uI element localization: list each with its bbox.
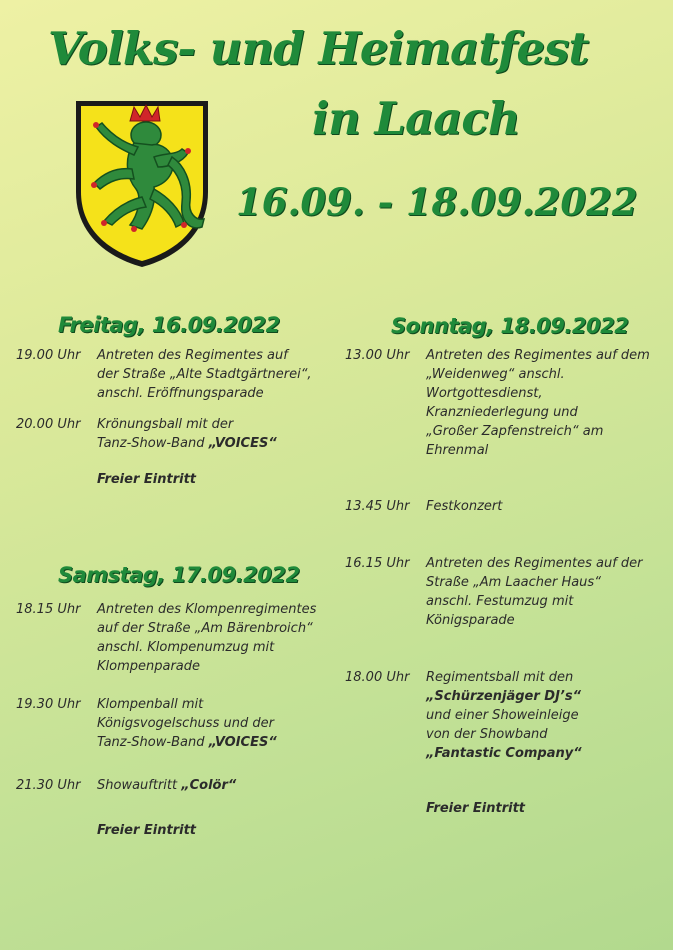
entry-time: 19.30 Uhr (16, 697, 81, 712)
entry-description: Krönungsball mit der Tanz-Show-Band „VOICES“ (97, 417, 277, 451)
entry-description: Antreten des Klompenregimentes auf der Straße „Am Bärenbroich“ anschl. Klompenumzug mit Klompenparade (97, 602, 317, 674)
entry-description: Antreten des Regimentes auf dem „Weidenweg“ anschl. Wortgottesdienst, Kranzniederlegung und „Großer Zapfenstreich“ am Ehrenmal (426, 348, 650, 458)
entry-time: 19.00 Uhr (16, 348, 81, 363)
free-entry-note-saturday: Freier Eintritt (97, 823, 196, 838)
entry-description: Regimentsball mit den „Schürzenjäger DJ’s“ und einer Showeinleige von der Showband „Fantastic Company“ (426, 670, 582, 761)
event-date-range: 16.09. - 18.09.2022 (236, 180, 638, 224)
entry-description: Klompenball mit Königsvogelschuss und der Tanz-Show-Band „VOICES“ (97, 697, 277, 750)
event-title-line1: Volks- und Heimatfest (48, 22, 589, 75)
coat-of-arms-icon (72, 97, 212, 270)
entry-time: 21.30 Uhr (16, 778, 81, 793)
entry-time: 18.15 Uhr (16, 602, 81, 617)
day-heading-sunday: Sonntag, 18.09.2022 (391, 314, 629, 338)
free-entry-note-friday: Freier Eintritt (97, 472, 196, 487)
entry-time: 20.00 Uhr (16, 417, 81, 432)
day-heading-friday: Freitag, 16.09.2022 (58, 313, 280, 337)
day-heading-saturday: Samstag, 17.09.2022 (58, 563, 300, 587)
entry-time: 16.15 Uhr (345, 556, 410, 571)
entry-description: Festkonzert (426, 499, 503, 514)
entry-description: Showauftritt „Colör“ (97, 778, 237, 793)
entry-time: 13.45 Uhr (345, 499, 410, 514)
entry-description: Antreten des Regimentes auf der Straße „Alte Stadtgärtnerei“, anschl. Eröffnungsparade (97, 348, 312, 401)
entry-time: 13.00 Uhr (345, 348, 410, 363)
entry-description: Antreten des Regimentes auf der Straße „Am Laacher Haus“ anschl. Festumzug mit Königsparade (426, 556, 643, 628)
free-entry-note-sunday: Freier Eintritt (426, 801, 525, 816)
entry-time: 18.00 Uhr (345, 670, 410, 685)
event-title-line2: in Laach (312, 92, 520, 145)
